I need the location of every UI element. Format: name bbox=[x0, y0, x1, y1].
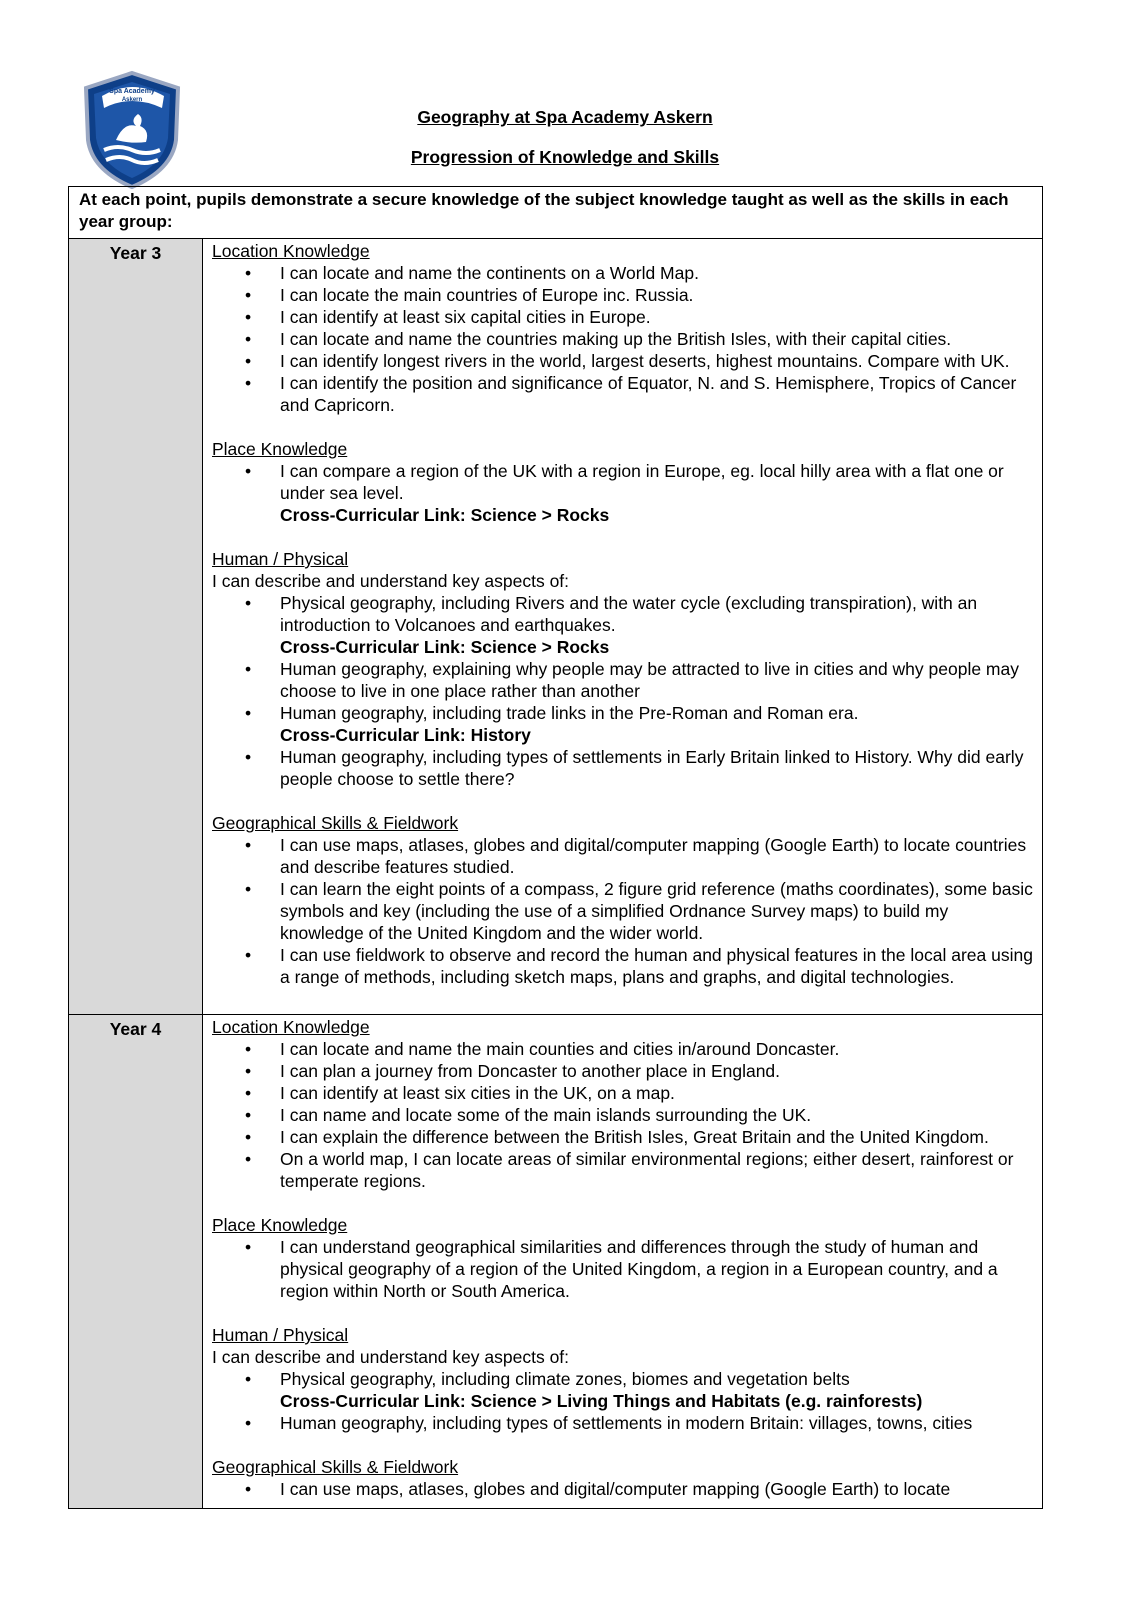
place-list bbox=[212, 1236, 1034, 1302]
list-item: • I can compare a region of the UK with a region in Europe, eg. local hilly area with a flat one or under sea level. bbox=[245, 461, 1004, 503]
logo-text-line1: Spa Academy bbox=[109, 88, 155, 95]
section-title-place: Place Knowledge bbox=[212, 1215, 348, 1235]
list-item: • I can learn the eight points of a compass, 2 figure grid reference (maths coordinates), some basic symbols and key (including the use of a simplified Ordnance Survey maps) to build my knowledge of the United Kingdom and the wider world. bbox=[245, 879, 1033, 943]
human-list bbox=[212, 592, 1034, 636]
place-list bbox=[212, 460, 1034, 504]
intro-statement: At each point, pupils demonstrate a secure knowledge of the subject knowledge taught as well as the skills in each year group: bbox=[68, 186, 1043, 239]
logo-text-line2: Askern bbox=[121, 97, 143, 103]
section-title-skills: Geographical Skills & Fieldwork bbox=[212, 813, 459, 833]
location-list bbox=[212, 262, 1034, 416]
cross-curricular-link: Cross-Curricular Link: Science > Rocks bbox=[280, 505, 610, 525]
section-title-human-physical: Human / Physical bbox=[212, 549, 349, 569]
year-3-content bbox=[203, 239, 1043, 1015]
list-item: • I can locate and name the countries making up the British Isles, with their capital cities. bbox=[245, 329, 952, 349]
list-item: • On a world map, I can locate areas of similar environmental regions; either desert, rainforest or temperate regions. bbox=[245, 1149, 1014, 1191]
location-list bbox=[212, 1038, 1034, 1192]
section-title-location: Location Knowledge bbox=[212, 1017, 370, 1037]
list-item: • I can use maps, atlases, globes and digital/computer mapping (Google Earth) to locate countries and describe features studied. bbox=[245, 835, 1027, 877]
section-title-location: Location Knowledge bbox=[212, 241, 370, 261]
list-item: • I can identify at least six cities in the UK, on a map. bbox=[245, 1083, 675, 1103]
year-label: Year 3 bbox=[109, 243, 162, 263]
list-item: • I can plan a journey from Doncaster to another place in England. bbox=[245, 1061, 781, 1081]
list-item: • Human geography, including trade links in the Pre-Roman and Roman era. bbox=[245, 703, 859, 723]
page-subtitle: Progression of Knowledge and Skills bbox=[410, 147, 720, 167]
year-label-cell bbox=[68, 1015, 203, 1509]
human-intro: I can describe and understand key aspects of: bbox=[212, 1347, 570, 1367]
list-item: • I can locate and name the main counties and cities in/around Doncaster. bbox=[245, 1039, 840, 1059]
list-item: • I can understand geographical similarities and differences through the study of human and physical geography of a region of the United Kingdom, a region in a European country, and a region within North or South America. bbox=[245, 1237, 998, 1301]
section-title-place: Place Knowledge bbox=[212, 439, 348, 459]
human-intro: I can describe and understand key aspects of: bbox=[212, 571, 570, 591]
list-item: • Physical geography, including climate zones, biomes and vegetation belts bbox=[245, 1369, 850, 1389]
list-item: • I can locate the main countries of Europe inc. Russia. bbox=[245, 285, 694, 305]
school-logo bbox=[80, 70, 184, 190]
cross-curricular-link: Cross-Curricular Link: Science > Living Things and Habitats (e.g. rainforests) bbox=[280, 1391, 923, 1411]
list-item: • I can identify longest rivers in the world, largest deserts, highest mountains. Compare with UK. bbox=[245, 351, 1010, 371]
list-item: • Physical geography, including Rivers and the water cycle (excluding transpiration), with an introduction to Volcanoes and earthquakes. bbox=[245, 593, 978, 635]
human-list bbox=[212, 1368, 1034, 1390]
list-item: • I can use maps, atlases, globes and digital/computer mapping (Google Earth) to locate bbox=[245, 1479, 951, 1499]
list-item: • I can use fieldwork to observe and record the human and physical features in the local area using a range of methods, including sketch maps, plans and graphs, and digital technologies. bbox=[245, 945, 1033, 987]
cross-curricular-link: Cross-Curricular Link: History bbox=[280, 725, 531, 745]
section-title-skills: Geographical Skills & Fieldwork bbox=[212, 1457, 459, 1477]
section-title-human-physical: Human / Physical bbox=[212, 1325, 349, 1345]
year-label: Year 4 bbox=[109, 1019, 162, 1039]
list-item: • Human geography, explaining why people may be attracted to live in cities and why people may choose to live in one place rather than another bbox=[245, 659, 1019, 701]
cross-curricular-link: Cross-Curricular Link: Science > Rocks bbox=[280, 637, 610, 657]
skills-list bbox=[212, 834, 1034, 988]
year-label-cell bbox=[68, 239, 203, 1015]
list-item: • Human geography, including types of settlements in modern Britain: villages, towns, cities bbox=[245, 1413, 973, 1433]
page-title: Geography at Spa Academy Askern bbox=[417, 107, 713, 127]
skills-list bbox=[212, 1478, 1034, 1500]
list-item: • I can identify at least six capital cities in Europe. bbox=[245, 307, 651, 327]
list-item: • I can name and locate some of the main islands surrounding the UK. bbox=[245, 1105, 812, 1125]
year-4-content bbox=[203, 1015, 1043, 1509]
list-item: • I can identify the position and significance of Equator, N. and S. Hemisphere, Tropics of Cancer and Capricorn. bbox=[245, 373, 1017, 415]
list-item: • Human geography, including types of settlements in Early Britain linked to History. Why did early people choose to settle there? bbox=[245, 747, 1024, 789]
list-item: • I can explain the difference between the British Isles, Great Britain and the United Kingdom. bbox=[245, 1127, 989, 1147]
list-item: • I can locate and name the continents on a World Map. bbox=[245, 263, 699, 283]
